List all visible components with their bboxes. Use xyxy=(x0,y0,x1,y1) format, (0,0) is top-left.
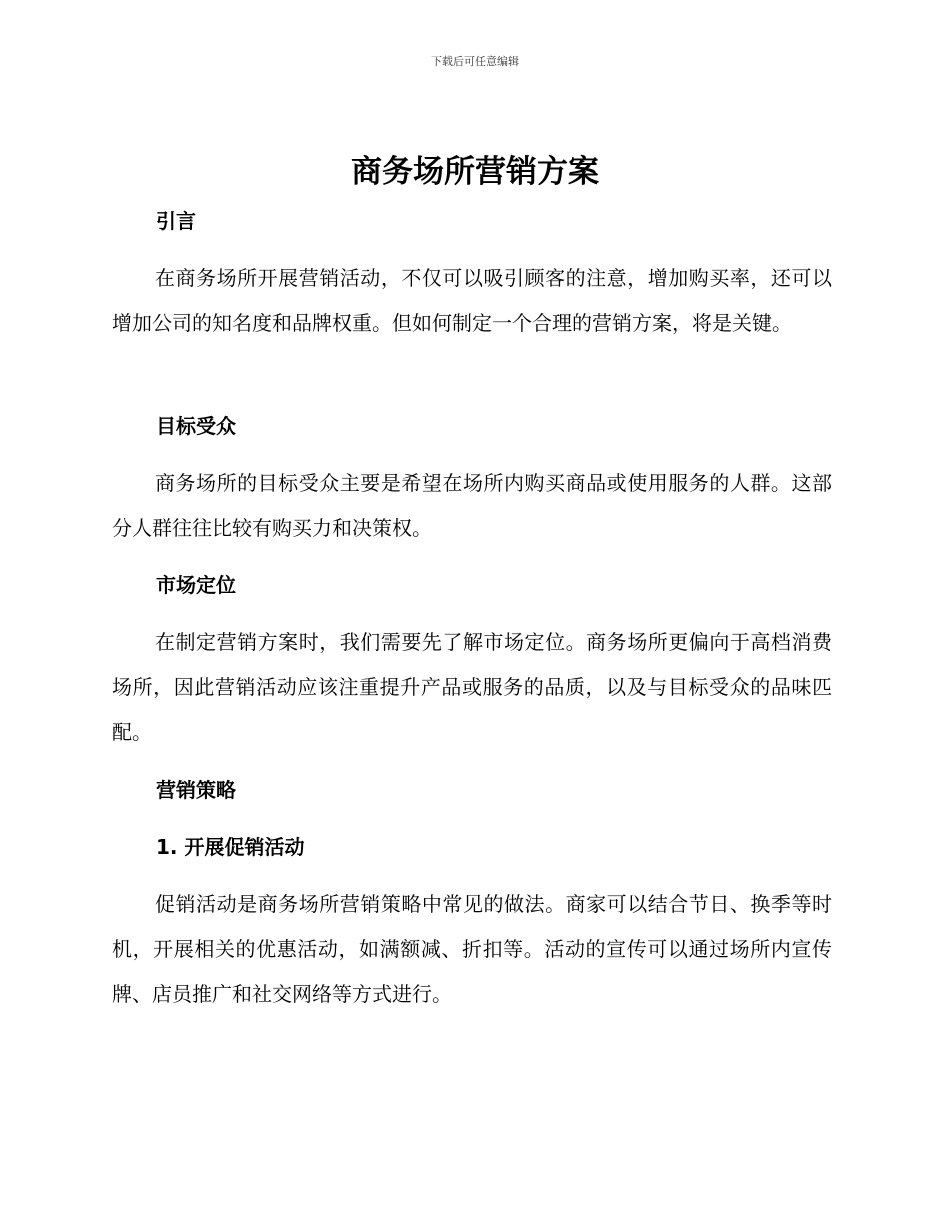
section-paragraph-positioning: 在制定营销方案时，我们需要先了解市场定位。商务场所更偏向于高档消费场所，因此营销活动应该注重提升产品或服务的品质，以及与目标受众的品味匹配。 xyxy=(112,630,832,744)
section-heading-intro: 引言 xyxy=(156,209,196,233)
section-paragraph-intro: 在商务场所开展营销活动，不仅可以吸引顾客的注意，增加购买率，还可以增加公司的知名度和品牌权重。但如何制定一个合理的营销方案，将是关键。 xyxy=(112,266,832,335)
section-heading-audience: 目标受众 xyxy=(156,414,236,438)
section-heading-promotion: 1. 开展促销活动 xyxy=(156,835,305,859)
section-paragraph-audience: 商务场所的目标受众主要是希望在场所内购买商品或使用服务的人群。这部分人群往往比较有购买力和决策权。 xyxy=(112,471,832,540)
section-heading-strategy: 营销策略 xyxy=(156,778,236,802)
section-heading-positioning: 市场定位 xyxy=(156,573,236,597)
document-title: 商务场所营销方案 xyxy=(351,154,599,190)
section-paragraph-promotion: 促销活动是商务场所营销策略中常见的做法。商家可以结合节日、换季等时机，开展相关的优惠活动，如满额减、折扣等。活动的宣传可以通过场所内宣传牌、店员推广和社交网络等方式进行。 xyxy=(112,892,832,1006)
header-note: 下载后可任意编辑 xyxy=(431,55,519,68)
